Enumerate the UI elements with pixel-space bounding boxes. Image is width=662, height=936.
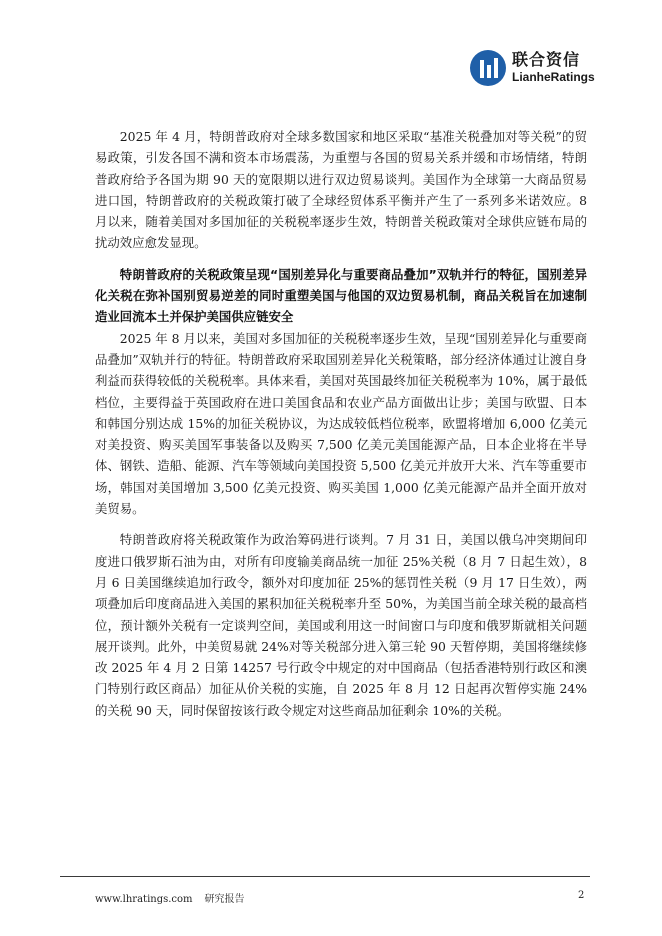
paragraph-negotiation: 特朗普政府将关税政策作为政治筹码进行谈判。7 月 31 日，美国以俄乌冲突期间印度进口俄罗斯石油为由，对所有印度输美商品统一加征 25%关税（8 月 7 日起生效），8 月 6 日美国继续追加行政令，额外对印度加征 25%的惩罚性关税（9 月 17 日生效），两项叠加后印度商品进入美国的累积加征关税税率升至 50%，为美国当前全球关税的最高档位，预计额外关税有一定谈判空间，美国或利用这一时间窗口与印度和俄罗斯就相关问题展开谈判。此外，中美贸易就 24%对等关税部分进入第三轮 90 天暂停期，美国将继续修改 2025 年 4 月 2 日第 14257 号行政令中规定的对中国商品（包括香港特别行政区和澳门特别行政区商品）加征从价关税的实施，自 2025 年 8 月 12 日起再次暂停实施 24%的关税 90 天，同时保留按该行政令规定对这些商品加征剩余 10%的关税。 [95,532,587,718]
logo-text [512,52,595,83]
logo-bars-icon [470,50,506,86]
logo-name-en: LianheRatings [512,70,595,85]
company-logo [470,50,595,86]
footer-divider [60,876,590,877]
footer-url[interactable]: www.lhratings.com [95,894,193,905]
footer-label: 研究报告 [204,894,245,905]
logo-name-cn: 联合资信 [512,50,581,70]
report-body [95,126,587,721]
footer-info [95,890,245,905]
page-number: 2 [578,890,585,901]
paragraph-intro: 2025 年 4 月，特朗普政府对全球多数国家和地区采取“基准关税叠加对等关税”的贸易政策，引发各国不满和资本市场震荡，为重塑与各国的贸易关系并缓和市场情绪，特朗普政府给予各国为期 90 天的宽限期以进行双边贸易谈判。美国作为全球第一大商品贸易进口国，特朗普政府的关税政策打破了全球经贸体系平衡并产生了一系列多米诺效应。8 月以来，随着美国对多国加征的关税税率逐步生效，特朗普关税政策对全球供应链布局的扰动效应愈发显现。 [95,129,587,251]
section-heading: 特朗普政府的关税政策呈现“国别差异化与重要商品叠加”双轨并行的特征，国别差异化关税在弥补国别贸易逆差的同时重塑美国与他国的双边贸易机制，商品关税旨在加速制造业回流本土并保护美国供应链安全 [95,266,587,325]
paragraph-country-tariffs: 2025 年 8 月以来，美国对多国加征的关税税率逐步生效，呈现“国别差异化与重要商品叠加”双轨并行的特征。特朗普政府采取国别差异化关税策略，部分经济体通过让渡自身利益而获得较低的关税税率。具体来看，美国对英国最终加征关税税率为 10%，属于最低档位，主要得益于英国政府在进口美国食品和农业产品方面做出让步；美国与欧盟、日本和韩国分别达成 15%的加征关税协议，为达成较低档位税率，欧盟将增加 6,000 亿美元对美投资、购买美国军事装备以及购买 7,500 亿美元美国能源产品，日本企业将在半导体、钢铁、造船、能源、汽车等领域向美国投资 5,500 亿美元并放开大米、汽车等重要市场，韩国对美国增加 3,500 亿美元投资、购买美国 1,000 亿美元能源产品并全面开放对美贸易。 [95,330,587,517]
